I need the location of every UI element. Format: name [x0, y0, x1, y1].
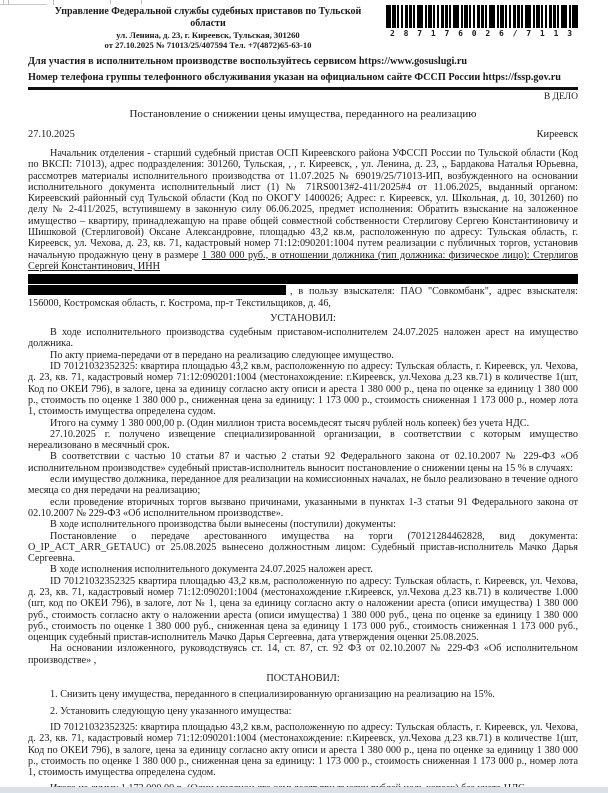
body-paragraph: если имущество должника, переданное для реализации на комиссионных началах, не было реализовано в течение одного месяца со дня передачи на реализацию; — [28, 474, 578, 497]
top-edge-tick — [53, 0, 54, 5]
redaction-bar-partial — [28, 285, 286, 295]
preamble-text: Начальник отделения - старший судебный пристав ОСП Киреевского района УФССП России по Тульской области (Код по ВКСП: 71013), адрес подразделения: 301260, Тульская, , , г. Киреевск, , ул. Ленина, д. 23, ,, Бардакова Наталья Юрьевна, рассмотрев материалы исполнительного производства от 11.07.2025 № 69019/25/71013-ИП, возбужденного на основании исполнительного документа исполнительный лист (1) № 71RS0013#2-411/2025#4 от 11.06.2025, выданный органом: Киреевский районный суд Тульской области (Код по ОКОГУ 1400026; Адрес: г. Киреевск, ул. Школьная, д. 10, 301260) по делу № 2-411/2025, вступившему в законную силу 06.06.2025, предмет исполнения: Обратить взыскание на заложенное имущество – квартиру, принадлежащую на праве общей совместной собственности Стерлигову Сергею Константиновичу и Шишковой (Стерлиговой) Оксане Александровне, площадью 43,2 кв.м, расположенную по адресу: Тульская область, г. Киреевск, ул. Чехова, д. 23, кв. 71, кадастровый номер 71:12:090201:1004 путем реализации с публичных торгов, установив начальную продажную цену в размере — [28, 148, 578, 261]
body-paragraph: если проведение вторичных торгов вызвано причинами, указанными в пунктах 1-3 статьи 91 Федерального закона от 02.10.2007 № 229-ФЗ «Об исполнительном производстве». — [28, 496, 578, 519]
body-paragraph: Итого на сумму 1 380 000,00 р. (Один миллион триста восемьдесят тысяч рублей ноль копеек) без учета НДС. — [50, 417, 530, 429]
document-date: 27.10.2025 — [28, 129, 75, 140]
body-paragraph: 27.10.2025 г. получено извещение специализированной организации, в соответствии с которым имущество нереализовано в месячный срок. — [28, 428, 578, 452]
document-place: Киреевск — [536, 129, 578, 140]
document-body — [28, 148, 578, 793]
resolution-item: ID 70121032352325: квартира площадью 43,2 кв.м, расположенную по адресу: Тульская область, г. Киреевск, ул. Чехова, д. 23, кв. 71, кадастровый номер 71:12:090201:1004 (местонахождение: г.Киреевск, ул.Чехова д.23 кв.71) в количестве 1(шт, Код по ОКЕИ 796), в залоге, цена за единицу согласно акту описи и ареста 1 380 000 р., цена по оценке за единицу 1 380 000 р., стоимость по оценке 1 380 000 р., сниженная цена за единицу: 1 173 000 р., стоимость сниженная 1 173 000 р., номер лота 1, стоимость имущества определена судом. — [28, 721, 578, 779]
body-paragraph: В ходе исполнения исполнительного документа 24.07.2025 наложен арест. — [50, 564, 373, 576]
preamble-underlined-text: 1 380 000 руб., в отношении должника (тип должника: физическое лицо): Стерлигов Сергей Константинович, ИНН — [28, 249, 579, 272]
document-title: Постановление о снижении цены имущества, переданного на реализацию — [129, 108, 477, 120]
letterhead — [28, 4, 578, 50]
barcode-digits: 2 8 7 1 7 6 0 2 6 / 7 1 1 3 — [389, 29, 575, 38]
resolution-item: 2. Установить следующую цену указанного имущества: — [50, 705, 292, 717]
postanovil-heading: ПОСТАНОВИЛ: — [266, 673, 340, 685]
page-bottom-edge — [0, 787, 608, 793]
gosuslugi-notice: Для участия в исполнительном производстве воспользуйтесь сервисом https://www.gosuslugi.ru — [28, 56, 468, 67]
body-paragraph: ID 70121032352325 квартира площадью 43,2 кв.м, расположенную по адресу: Тульская область, г. Киреевск, ул. Чехова, д. 23, кв. 71, кадастровый номер 71:12:090201:1004 (местонахождение г.Киреевск, ул.Чехова д.23 кв.71) в количестве 1.000 (шт, код по ОКЕИ 796), в залоге, лот № 1, цена за единицу согласно акту о наложении ареста (описи имущества) 1 380 000 руб., стоимость согласно акту о наложении ареста (описи имущества) 1 380 000 руб., цена по оценке за единицу 1 380 000 руб., стоимость по оценке 1 380 000 руб., сниженная цена за единицу 1 173 000 руб., стоимость сниженная 1 173 000 руб., оценщик судебный пристав-исполнитель Мачко Дарья Сергеевна, дата утверждения оценки 25.08.2025. — [28, 575, 578, 644]
barcode-bars — [386, 5, 578, 28]
barcode — [386, 4, 578, 38]
preamble-paragraph — [28, 148, 578, 272]
top-edge-tick — [110, 0, 111, 4]
body-paragraph: ID 70121032352325: квартира площадью 43,2 кв.м, расположенную по адресу: Тульская область, г. Киреевск, ул. Чехова, д. 23, кв. 71, кадастровый номер 71:12:090201:1004 (местонахождение: г.Киреевск, ул.Чехова д.23 кв.71) в количестве 1(шт, Код по ОКЕИ 796), в залоге, цена за единицу согласно акту описи и ареста 1 380 000 р., цена по оценке за единицу 1 380 000 р., стоимость по оценке 1 380 000 р., сниженная цена за единицу: 1 173 000 р., стоимость сниженная 1 173 000 р., номер лота 1, стоимость имущества определена судом. — [28, 361, 578, 418]
body-paragraph: Постановление о передаче арестованного имущества на торги (70121284462828, вид документа: O_IP_ACT_ARR_GETAUC) от 25.08.2025 вынесено должностным лицом: Судебный пристав-исполнитель Мачко Дарья Сергеевна. — [28, 530, 578, 565]
body-paragraph: В ходе исполнительного производства были вынесены (поступили) документы: — [50, 519, 396, 531]
preamble-continuation — [28, 285, 578, 309]
org-name: Управление Федеральной службы судебных приставов по Тульской области — [54, 6, 362, 29]
top-edge-tick — [8, 0, 9, 5]
org-address: ул. Ленина, д. 23, г. Киреевск, Тульская, 301260 — [116, 30, 300, 40]
ustanovil-heading: УСТАНОВИЛ: — [270, 312, 336, 324]
resolution-item: 1. Снизить цену имущества, переданного в специализированную организацию на реализацию на 15%. — [50, 689, 495, 701]
body-paragraph: На основании изложенного, руководствуясь ст. 14, ст. 87, ст. 92 ФЗ от 02.10.2007 № 229-ФЗ «Об исполнительном производстве» , — [28, 643, 578, 666]
top-edge-tick — [3, 0, 4, 5]
top-edge-tick — [141, 0, 142, 4]
date-place-line — [28, 129, 578, 141]
redaction-bar-full — [28, 274, 578, 284]
body-paragraph: В соответствии с частью 10 статьи 87 и частью 2 статьи 92 Федерального закона от 02.10.2007 № 229-ФЗ «Об исполнительном производстве» судебный пристав-исполнитель выносит постановление о снижении цены на 15 % в случаях: — [28, 451, 578, 474]
case-mark: В ДЕЛО — [543, 92, 578, 102]
fssp-phone-notice: Номер телефона группы телефонного обслуживания указан на официальном сайте ФССП России https://fssp.gov.ru — [28, 72, 561, 83]
doc-ref-number: от 27.10.2025 № 71013/25/407594 Тел. +7(4872)65-63-10 — [104, 40, 312, 50]
body-paragraph: По акту приема-передачи от в передано на реализацию следующее имущество. — [50, 349, 394, 361]
body-paragraph: В ходе исполнительного производства судебным приставом-исполнителем 24.07.2025 наложен арест на имущество должника. — [28, 327, 578, 350]
header-divider — [28, 87, 578, 90]
preamble-continuation-text: , в пользу взыскателя: ПАО "Совкомбанк", адрес взыскателя: 156000, Костромская область, г. Кострома, пр-т Текстильщиков, д. 46, — [28, 286, 578, 309]
